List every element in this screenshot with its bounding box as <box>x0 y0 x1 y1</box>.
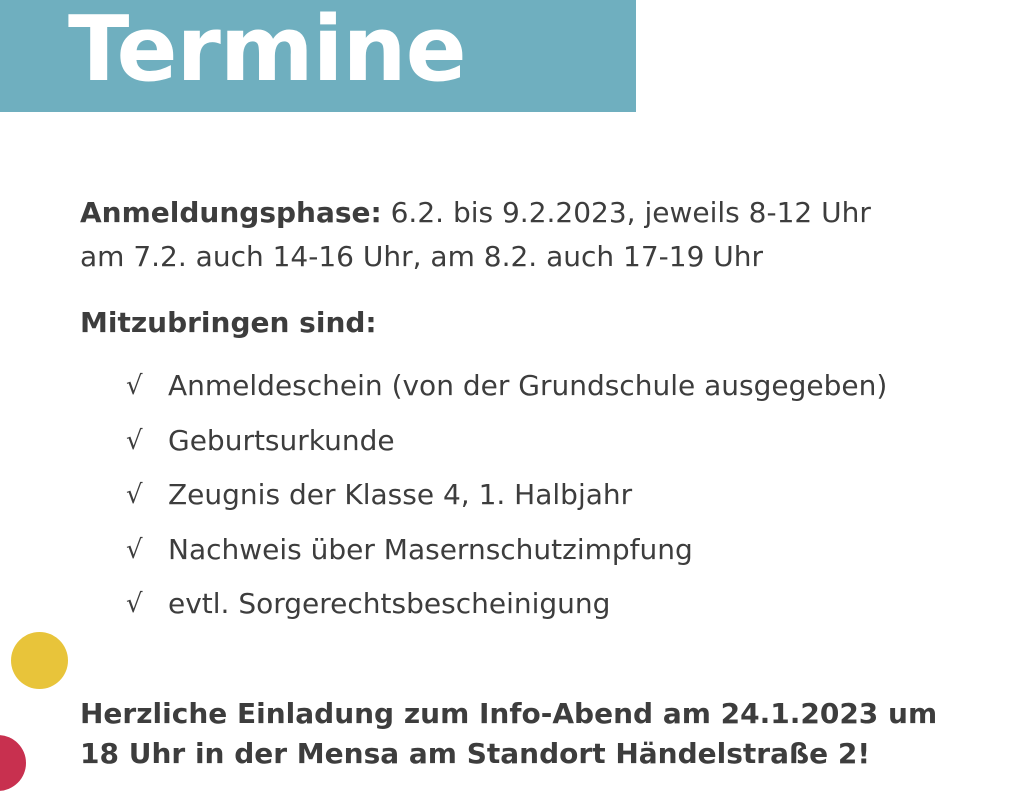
checklist-item <box>126 424 887 479</box>
checklist-item-label: evtl. Sorgerechtsbescheinigung <box>168 587 611 620</box>
checklist-item <box>126 478 887 533</box>
registration-line-2: am 7.2. auch 14-16 Uhr, am 8.2. auch 17-19 Uhr <box>80 240 764 273</box>
checklist-item <box>126 369 887 424</box>
registration-line-1 <box>80 196 871 230</box>
invitation-line-1: Herzliche Einladung zum Info-Abend am 24.1.2023 um <box>80 697 938 730</box>
check-mark-icon: √ <box>126 371 143 401</box>
check-mark-icon: √ <box>126 534 143 565</box>
check-mark-icon: √ <box>126 425 143 456</box>
title-banner <box>0 0 636 112</box>
decorative-red-circle <box>0 735 26 791</box>
invitation-line-2: 18 Uhr in der Mensa am Standort Händelstraße 2! <box>80 737 871 770</box>
page-title: Termine <box>68 0 466 102</box>
registration-label: Anmeldungsphase: <box>80 196 382 229</box>
checklist-heading: Mitzubringen sind: <box>80 306 377 339</box>
registration-dates: 6.2. bis 9.2.2023, jeweils 8-12 Uhr <box>381 196 871 229</box>
check-mark-icon: √ <box>126 480 143 510</box>
checklist-item-label: Anmeldeschein (von der Grundschule ausgegeben) <box>168 369 888 402</box>
decorative-yellow-circle <box>11 632 68 689</box>
checklist-item <box>126 533 887 588</box>
checklist-item-label: Geburtsurkunde <box>168 423 395 457</box>
check-mark-icon: √ <box>126 589 143 619</box>
checklist-item <box>126 587 887 642</box>
checklist-item-label: Nachweis über Masernschutzimpfung <box>168 532 693 566</box>
checklist-item-label: Zeugnis der Klasse 4, 1. Halbjahr <box>168 478 633 511</box>
checklist <box>126 369 887 642</box>
info-evening-invitation <box>80 694 980 774</box>
